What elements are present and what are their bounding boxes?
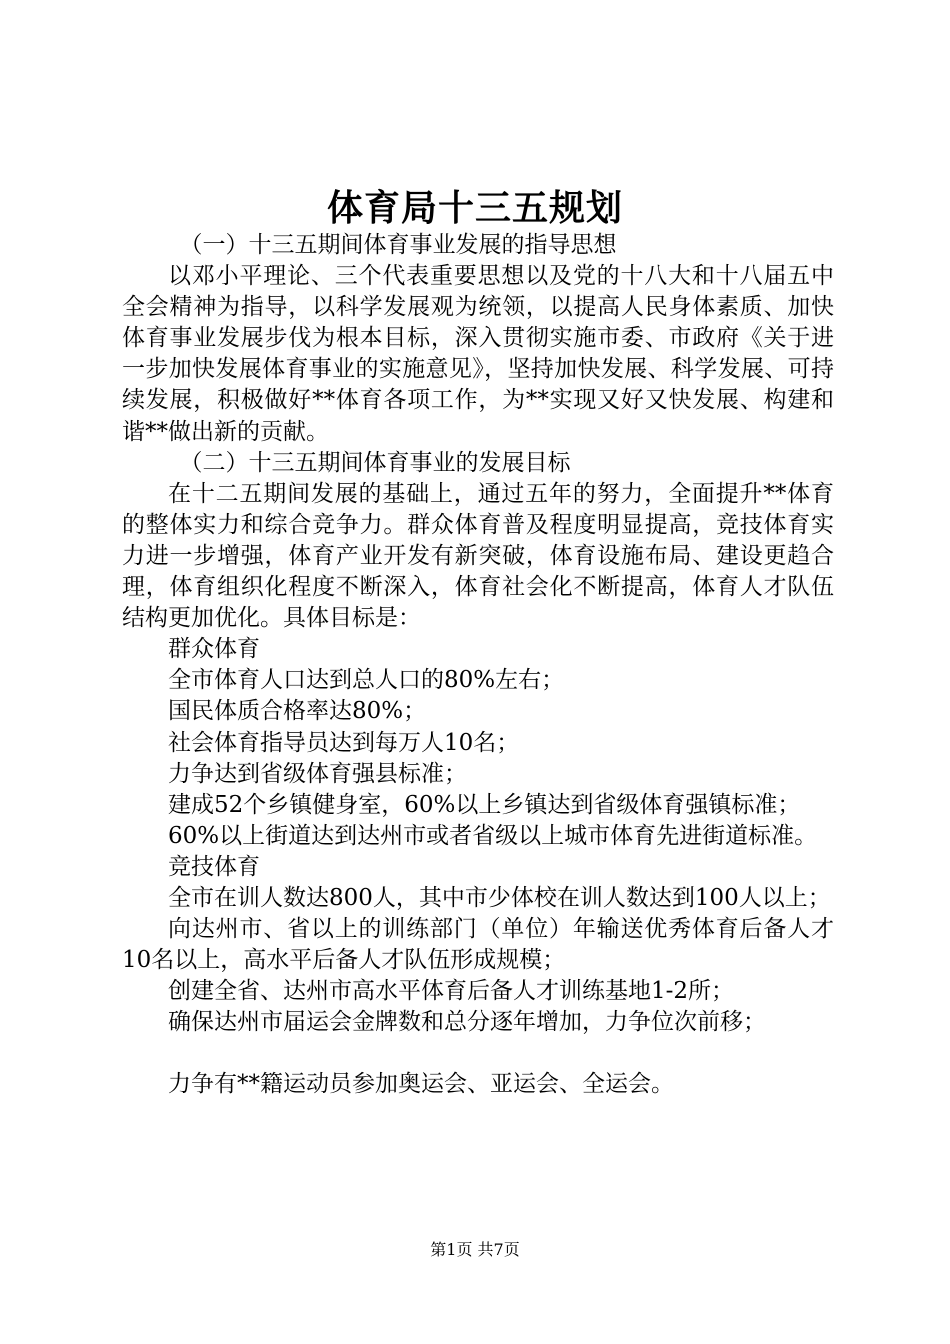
list-item: 建成52个乡镇健身室，60%以上乡镇达到省级体育强镇标准；: [168, 791, 801, 818]
list-item: 全市体育人口达到总人口的80%左右；: [168, 667, 565, 694]
list-item: 确保达州市届运会金牌数和总分逐年增加，力争位次前移；: [168, 1009, 766, 1036]
paragraph-guiding-ideology: 以邓小平理论、三个代表重要思想以及党的十八大和十八届五中全会精神为指导，以科学发展观为统领，以提高人民身体素质、加快体育事业发展步伐为根本目标，深入贯彻实施市委、市政府《关于进一步加快发展体育事业的实施意见》，坚持加快发展、科学发展、可持续发展，积极做好**体育各项工作，为**实现又好又快发展、构建和谐**做出新的贡献。: [122, 263, 834, 445]
document-title: 体育局十三五规划: [326, 187, 623, 229]
list-item: 力争有**籍运动员参加奥运会、亚运会、全运会。: [168, 1071, 674, 1098]
subheading-mass-sports: 群众体育: [168, 636, 260, 663]
document-body: [122, 230, 834, 1101]
list-item: 向达州市、省以上的训练部门（单位）年输送优秀体育后备人才10名以上，高水平后备人才队伍形成规模；: [122, 916, 834, 974]
section-heading-1: （一）十三五期间体育事业发展的指导思想: [179, 232, 617, 258]
section-heading-2: （二）十三五期间体育事业的发展目标: [179, 449, 571, 476]
list-item: 力争达到省级体育强县标准；: [168, 760, 467, 787]
paragraph-development-goals: 在十二五期间发展的基础上，通过五年的努力，全面提升**体育的整体实力和综合竞争力。群众体育普及程度明显提高，竞技体育实力进一步增强，体育产业开发有新突破，体育设施布局、建设更趋合理，体育组织化程度不断深入，体育社会化不断提高，体育人才队伍结构更加优化。具体目标是：: [122, 480, 834, 632]
list-item: 全市在训人数达800人，其中市少体校在训人数达到100人以上；: [168, 884, 831, 911]
list-item: 国民体质合格率达80%；: [168, 698, 427, 725]
list-item: 60%以上街道达到达州市或者省级以上城市体育先进街道标准。: [168, 822, 818, 849]
subheading-competitive-sports: 竞技体育: [168, 853, 260, 880]
list-item: 社会体育指导员达到每万人10名；: [168, 729, 520, 756]
list-item: 创建全省、达州市高水平体育后备人才训练基地1-2所；: [168, 978, 735, 1005]
page-footer: 第1页 共7页: [430, 1240, 520, 1259]
